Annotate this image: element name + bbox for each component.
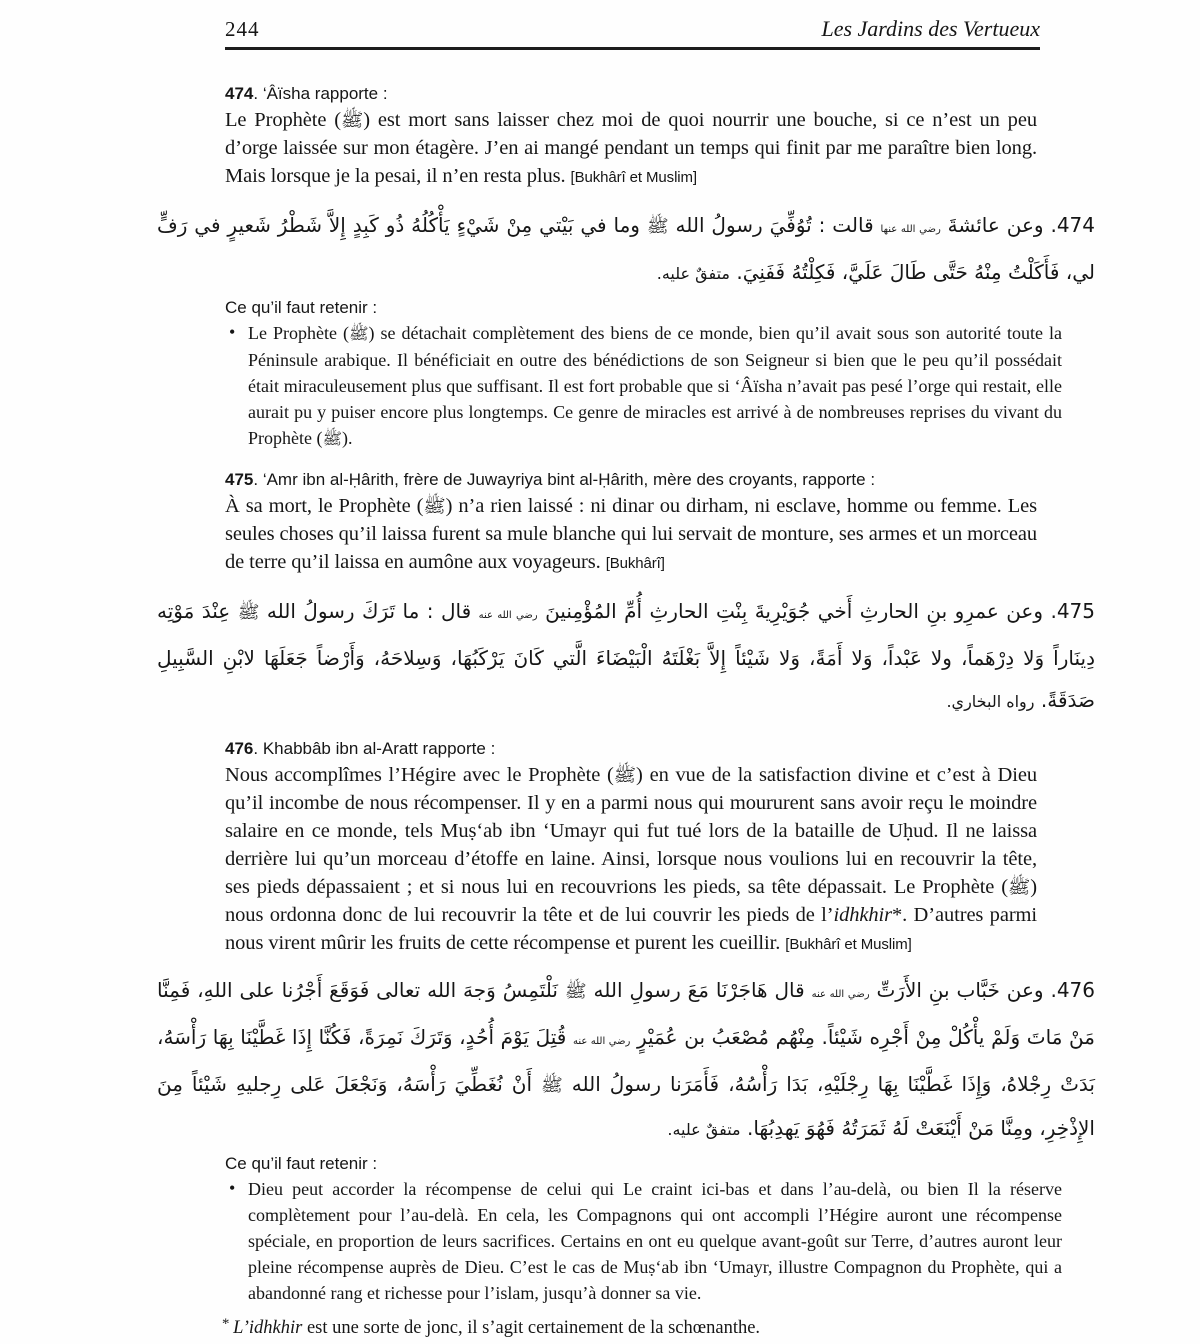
book-page [0, 16, 1200, 1344]
text-run: قال هَاجَرْنَا مَعَ رسولِ الله [586, 978, 812, 1002]
hadith-text-fr-474 [225, 106, 1037, 192]
source-citation: [Bukhârî et Muslim] [570, 169, 698, 186]
header-rule [225, 47, 1040, 50]
radi-allahu-stamp: رضي الله عنه [572, 1036, 631, 1047]
saw-honorific: ﷺ [340, 110, 364, 130]
heading-text: . Khabbâb ibn al-Aratt rapporte : [253, 739, 496, 758]
hadith-number: 476 [225, 739, 254, 758]
saw-honorific: ﷺ [646, 216, 669, 237]
text-run: Le Prophète ( [248, 323, 349, 343]
text-run: وما في بَيْتي مِنْ شَيْءٍ يَأْكُلُهُ ذُو كَبِدٍ إِلاَّ شَطْرُ شَعيرٍ في رَفٍّ لي، فَأَكَلْتُ مِنْهُ حَتَّى طَالَ عَلَيَّ، فَكِلْتُهُ فَفَنِيَ. [157, 213, 1095, 284]
text-run: قال : ما تَرَكَ رسولُ الله [259, 599, 479, 623]
text-run: 476. وعن خَبَّاب بنِ الأَرَتِّ [869, 978, 1095, 1002]
text-run: est une sorte de jonc, il s’agit certainement de la schœnanthe. [302, 1318, 761, 1338]
bullet-icon: • [229, 1178, 236, 1198]
text-run: عِنْدَ مَوْتِه دِينَاراً وَلا دِرْهَماً، ولا عَبْداً، وَلا أَمَةً، وَلا شَيْئاً إِلاَّ بَغْلَتَهُ الْبَيْضَاءَ الَّتي كَانَ يَرْكَبُهَا، وَسِلاحَهُ، وَأَرْضاً جَعَلَهَا لابْنِ السَّبِيلِ صَدَقَةً. [157, 599, 1095, 712]
heading-text: . ‘Amr ibn al-Ḥârith, frère de Juwayriya bint al-Ḥârith, mère des croyants, rapporte : [253, 470, 876, 489]
page-number: 244 [225, 17, 260, 41]
text-run: idhkhir [833, 904, 892, 926]
saw-honorific: ﷺ [322, 430, 343, 448]
text-run: ) en vue de la satisfaction divine et c’est à Dieu qu’il incombe de nous récompenser. Il y en a parmi nous qui moururent sans avoir reçu le moindre salaire en ce monde, tels Muṣ‘ab ibn ‘Umayr qui fut tué lors de la bataille de Uḥud. Il ne laissa derrière lui qu’un morceau d’étoffe en laine. Ainsi, lorsque nous voulions lui en recouvrir la tête, ses pieds dépassaient ; et si nous lui en recouvrions les pieds, sa tête dépassait. Le Prophète ( [225, 764, 1037, 898]
source-citation: متفقٌ عليه. [667, 1120, 741, 1139]
text-run: قُتِلَ يَوْمَ أُحُدٍ، وَتَرَكَ نَمِرَةً، فَكُنَّا إِذَا غَطَّيْنَا بِهَا رَأْسَهُ، بَدَتْ رِجْلاهُ، وَإِذَا غَطَّيْنَا بِهَا رِجْلَيْهِ، بَدَا رَأْسُهُ، فَأَمَرَنا رسولُ الله [157, 1025, 1095, 1096]
section-heading-475 [225, 470, 1037, 490]
text-run: قالت : تُوُفِّيَ رسولُ الله [668, 213, 881, 237]
retenir-text [248, 1179, 1062, 1303]
text-run: نَلْتَمِسُ وَجهَ الله تعالى فَوَقَعَ أَجْرُنا على اللهِ، فَمِنَّا مَنْ مَاتَ وَلَمْ يأْكُلْ مِنْ أَجْرِه شَيْئاً. مِنْهُم مُصْعَبُ بن عُمَيْرٍ [157, 978, 1095, 1049]
footnote [222, 1312, 1037, 1340]
heading-text: . ‘Âïsha rapporte : [253, 84, 388, 103]
retenir-text [248, 323, 1062, 448]
source-citation: [Bukhârî] [605, 555, 665, 572]
text-run: أَنْ نُغَطِّيَ رَأْسَهُ، وَنَجْعَلَ عَلى رِجليهِ شَيْئاً مِنَ الإِذْخِرِ، ومِنَّا مَنْ أَيْنَعَتْ لَهُ ثَمَرَتُهُ فَهُوَ يَهدِبُهَا. [157, 1072, 1095, 1140]
text-run: ) n’a rien laissé : ni dinar ou dirham, ni esclave, homme ou femme. Les seules choses qu’il laissa furent sa mule blanche qui lui servait de monture, ses armes et un morceau de terre qu’il laissa en aumône aux voyageurs. [225, 495, 1037, 573]
text-run: ). [342, 428, 353, 448]
hadith-number: 475 [225, 470, 254, 489]
text-run: * [222, 1316, 234, 1332]
bullet-icon: • [229, 322, 236, 342]
text-run: L’idhkhir [233, 1318, 303, 1338]
text-run: Nous accomplîmes l’Hégire avec le Prophète ( [225, 764, 614, 786]
saw-honorific: ﷺ [1007, 877, 1031, 897]
text-run: ) nous ordonna donc de lui recouvrir la tête et de lui couvrir les pieds de l’ [225, 876, 1037, 926]
section-heading-476 [225, 739, 1037, 759]
text-run: *. D’autres parmi nous virent mûrir les fruits de cette récompense et purent les cueillir. [225, 904, 1037, 954]
text-run: ) se détachait complètement des biens de ce monde, bien qu’il avait sous son autorité toute la Péninsule arabique. Il bénéficiait en outre des bénédictions de son Seigneur si bien que le peu qu’il possédait était miraculeusement plus que suffisant. Il est fort probable que si ‘Âïsha n’avait pas pesé l’orge qui restait, elle aurait pu y puiser encore plus longtemps. Ce genre de miracles est arrivé à de nombreuses reprises du vivant du Prophète ( [248, 323, 1062, 448]
saw-honorific: ﷺ [237, 602, 260, 623]
hadith-text-fr-475 [225, 492, 1037, 578]
retenir-bullet-476 [227, 1176, 1062, 1306]
hadith-number: 474 [225, 84, 254, 103]
text-run: ) est mort sans laisser chez moi de quoi nourrir une bouche, si ce n’est un peu d’orge laissée sur mon étagère. J’en ai mangé pendant un temps qui finit par me paraître bien long. Mais lorsque je la pesai, il n’en resta plus. [225, 109, 1037, 187]
saw-honorific: ﷺ [423, 496, 446, 516]
saw-honorific: ﷺ [564, 981, 587, 1002]
saw-honorific: ﷺ [348, 325, 369, 343]
source-citation: رواه البخاري. [946, 692, 1035, 711]
hadith-text-ar-474 [157, 204, 1095, 295]
source-citation: متفقٌ عليه. [656, 264, 730, 283]
radi-allahu-stamp: رضي الله عنه [811, 989, 870, 1000]
radi-allahu-stamp: رضي الله عنه [478, 610, 538, 621]
text-run: Le Prophète ( [225, 109, 341, 131]
radi-allahu-stamp: رضي الله عنها [880, 224, 941, 235]
retenir-label-476: Ce qu’il faut retenir : [225, 1154, 378, 1173]
hadith-text-ar-475 [157, 590, 1095, 723]
hadith-text-ar-476 [157, 969, 1095, 1151]
text-run: À sa mort, le Prophète ( [225, 495, 424, 517]
page-header [225, 16, 1040, 42]
text-run: Dieu peut accorder la récompense de celui qui Le craint ici-bas et dans l’au-delà, ou bien Il la réserve complètement pour l’au-delà. En cela, les Compagnons qui ont accompli l’Hégire auront une récompense spéciale, en proportion de leurs sacrifices. Certains en ont eu quelque avant-goût sur Terre, d’autres auront leur pleine récompense auprès de Dieu. C’est le cas de Muṣ‘ab ibn ‘Umayr, illustre Compagnon du Prophète, qui a abandonné rang et richesse pour l’islam, jusqu’à donner sa vie. [248, 1179, 1062, 1303]
section-heading-474 [225, 84, 1037, 104]
saw-honorific: ﷺ [541, 1075, 563, 1096]
retenir-bullet-474 [227, 320, 1062, 452]
retenir-label-474: Ce qu’il faut retenir : [225, 298, 378, 317]
text-run: 475. وعن عمرِو بنِ الحارثِ أَخي جُوَيْرِيةَ بِنْتِ الحارثِ أُمِّ المُؤْمِنينَ [537, 599, 1096, 623]
hadith-text-fr-476 [225, 761, 1037, 959]
saw-honorific: ﷺ [613, 765, 637, 785]
source-citation: [Bukhârî et Muslim] [785, 936, 912, 953]
running-title: Les Jardins des Vertueux [821, 16, 1040, 41]
text-run: 474. وعن عائشةَ [940, 213, 1095, 237]
